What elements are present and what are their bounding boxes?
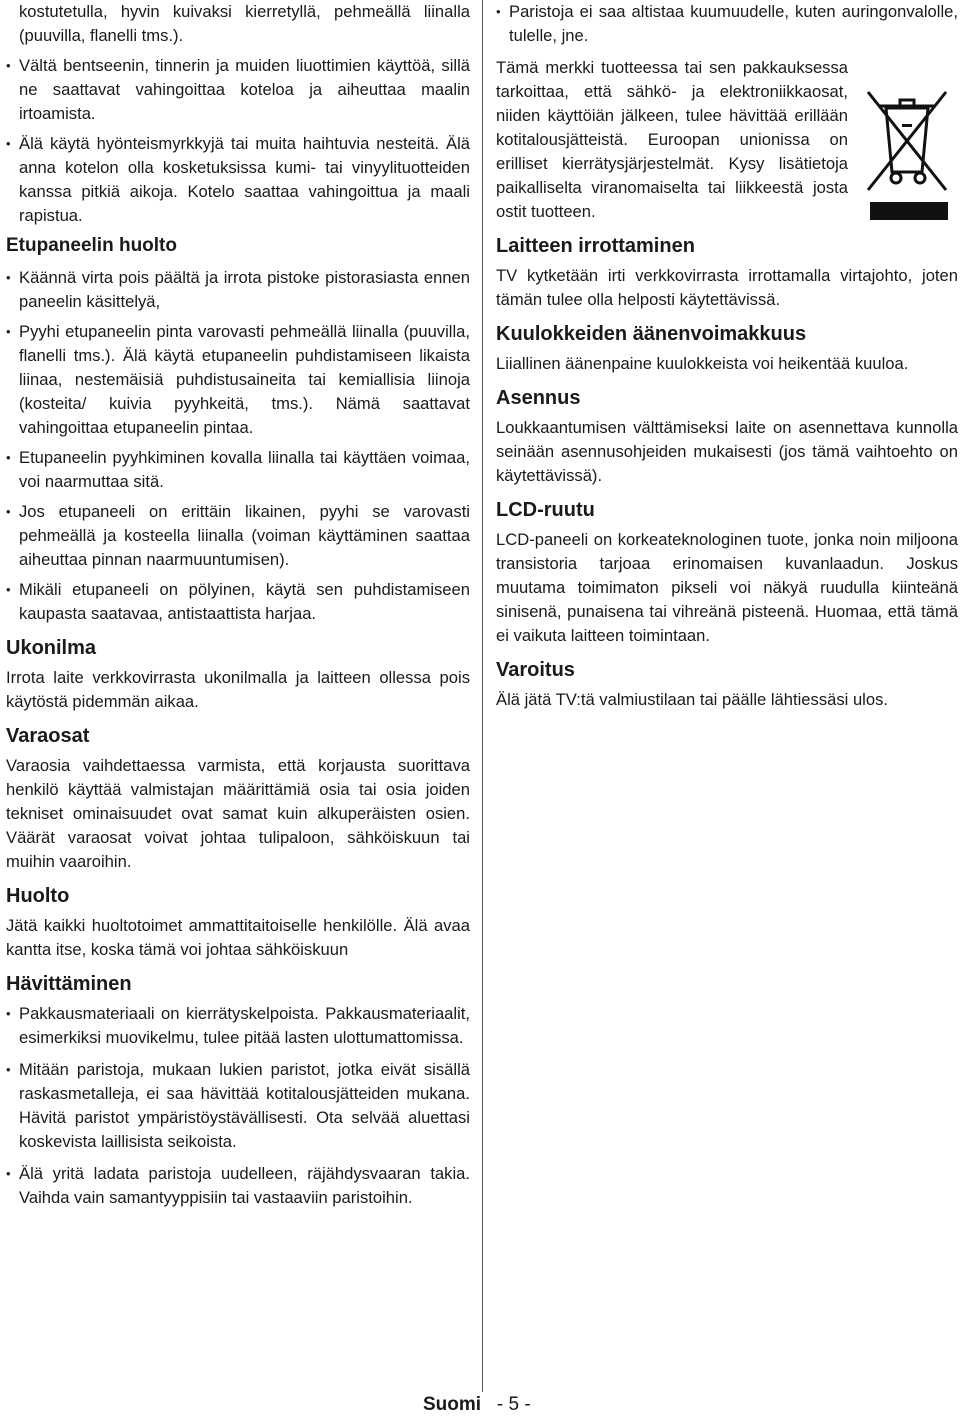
section-heading-kuulokkeet: Kuulokkeiden äänenvoimakkuus <box>496 323 807 345</box>
list-item: • Mitään paristoja, mukaan lukien paristot, jotka eivät sisällä raskasmetalleja, ei saa hävittää kotitalousjätteiden mukana. Hävitä paristot ympäristöystävällisesti. Ota selvää aluettasi koskevista laillisista seikoista. <box>6 1058 470 1154</box>
section-heading-varaosat: Varaosat <box>6 725 90 747</box>
list-item: • Pakkausmateriaali on kierrätyskelpoista. Pakkausmateriaalit, esimerkiksi muovikelmu, tulee pitää lasten ulottumattomissa. <box>6 1002 470 1050</box>
section-heading-lcd-ruutu: LCD-ruutu <box>496 499 595 521</box>
section-heading-etupaneelin-huolto: Etupaneelin huolto <box>6 235 177 256</box>
page-number: - 5 - <box>496 1394 531 1415</box>
list-item: • Vältä bentseenin, tinnerin ja muiden liuottimien käyttöä, sillä ne saattavat vahingoittaa koteloa ja aiheuttaa maalin irtoamista. <box>6 54 470 126</box>
column-divider <box>482 0 483 1392</box>
paragraph-varaosat: Varaosia vaihdettaessa varmista, että korjausta suorittava henkilö käyttää valmistajan määrittämiä osia tai osia joiden tekniset ominaisuudet ovat samat kuin alkuperäisten osien. Väärät varaosat voivat johtaa tulipaloon, sähköiskuun tai muihin vaaroihin. <box>6 756 470 871</box>
crossed-out-wheeled-bin-icon <box>864 78 950 222</box>
list-item: • Käännä virta pois päältä ja irrota pistoke pistorasiasta ennen paneelin käsittelyä, <box>6 266 470 314</box>
section-heading-huolto: Huolto <box>6 885 70 907</box>
list-item: • Jos etupaneeli on erittäin likainen, pyyhi se varovasti pehmeällä ja kosteella liinalla (voiman käyttäminen saattaa aiheuttaa pinnan naarmuuntumisen). <box>6 500 470 572</box>
left-column <box>6 0 470 1210</box>
paragraph-ukonilma: Irrota laite verkkovirrasta ukonilmalla ja laitteen ollessa pois käytöstä pidemmän aikaa. <box>6 668 470 711</box>
list-item: • Pyyhi etupaneelin pinta varovasti pehmeällä liinalla (puuvilla, flanelli tms.). Älä käytä etupaneelin puhdistamiseen likaista liinaa, nestemäisiä puhdistusaineita tai kemiallisia liinoja (kosteita/ kuivia pyyhkeitä, tms.). Nämä saattavat vahingoittaa etupaneelin pintaa. <box>6 320 470 440</box>
paragraph-weee: Tämä merkki tuotteessa tai sen pakkauksessa tarkoittaa, että sähkö- ja elektroniikkaosat, niiden käyttöiän jälkeen, tulee hävittää erillään kotitalousjätteistä. Euroopan unionissa on erilliset kierrätysjärjestelmät. Kysy lisätietoja paikalliselta viranomaiselta tai liikkeestä josta ostit tuotteen. <box>496 58 848 221</box>
list-item: • Paristoja ei saa altistaa kuumuudelle, kuten auringonvalolle, tulelle, jne. <box>496 0 958 48</box>
list-item: • Mikäli etupaneeli on pölyinen, käytä sen puhdistamiseen kaupasta saatavaa, antistaattista harjaa. <box>6 578 470 626</box>
paragraph-varoitus: Älä jätä TV:tä valmiustilaan tai päälle lähtiessäsi ulos. <box>496 690 889 709</box>
paragraph-asennus: Loukkaantumisen välttämiseksi laite on asennettava kunnolla seinään asennusohjeiden mukaisesti (jos tämä vaihtoehto on käytettävissä). <box>496 418 958 485</box>
paragraph-laitteen-irrottaminen: TV kytketään irti verkkovirrasta irrottamalla virtajohto, joten tämän tulee olla helposti käytettävissä. <box>496 266 958 309</box>
section-heading-havittaminen: Hävittäminen <box>6 973 132 995</box>
footer-language: Suomi <box>423 1394 482 1415</box>
section-heading-varoitus: Varoitus <box>496 659 575 681</box>
list-item: • Etupaneelin pyyhkiminen kovalla liinalla tai käyttäen voimaa, voi naarmuttaa sitä. <box>6 446 470 494</box>
list-item: • Älä yritä ladata paristoja uudelleen, räjähdysvaaran takia. Vaihda vain samantyyppisiin tai vastaaviin paristoihin. <box>6 1162 470 1210</box>
paragraph-lcd-ruutu: LCD-paneeli on korkeateknologinen tuote, jonka noin miljoona transistoria tarjoaa erinomaisen kuvanlaadun. Joskus muutama toimimaton pikseli voi näkyä ruudulla kiinteänä sinisenä, punaisena tai vihreänä pisteenä. Huomaa, että tämä ei vaikuta laitteen toimintaan. <box>496 530 958 645</box>
intro-continuation: kostutetulla, hyvin kuivaksi kierretyllä, pehmeällä liinalla (puuvilla, flanelli tms.). <box>19 2 470 45</box>
section-heading-laitteen-irrottaminen: Laitteen irrottaminen <box>496 235 695 257</box>
paragraph-huolto: Jätä kaikki huoltotoimet ammattitaitoiselle henkilölle. Älä avaa kantta itse, koska tämä voi johtaa sähköiskuun <box>6 916 470 959</box>
page-footer <box>423 1394 531 1416</box>
paragraph-kuulokkeet: Liiallinen äänenpaine kuulokkeista voi heikentää kuuloa. <box>496 354 909 373</box>
section-heading-ukonilma: Ukonilma <box>6 637 97 659</box>
section-heading-asennus: Asennus <box>496 387 581 409</box>
weee-underline-bar <box>870 202 948 220</box>
list-item: • Älä käytä hyönteismyrkkyjä tai muita haihtuvia nesteitä. Älä anna kotelon olla kosketuksissa kumi- tai vinyylituotteiden kanssa pitkiä aikoja. Kotelo saattaa vahingoittua ja maali rapistua. <box>6 132 470 228</box>
